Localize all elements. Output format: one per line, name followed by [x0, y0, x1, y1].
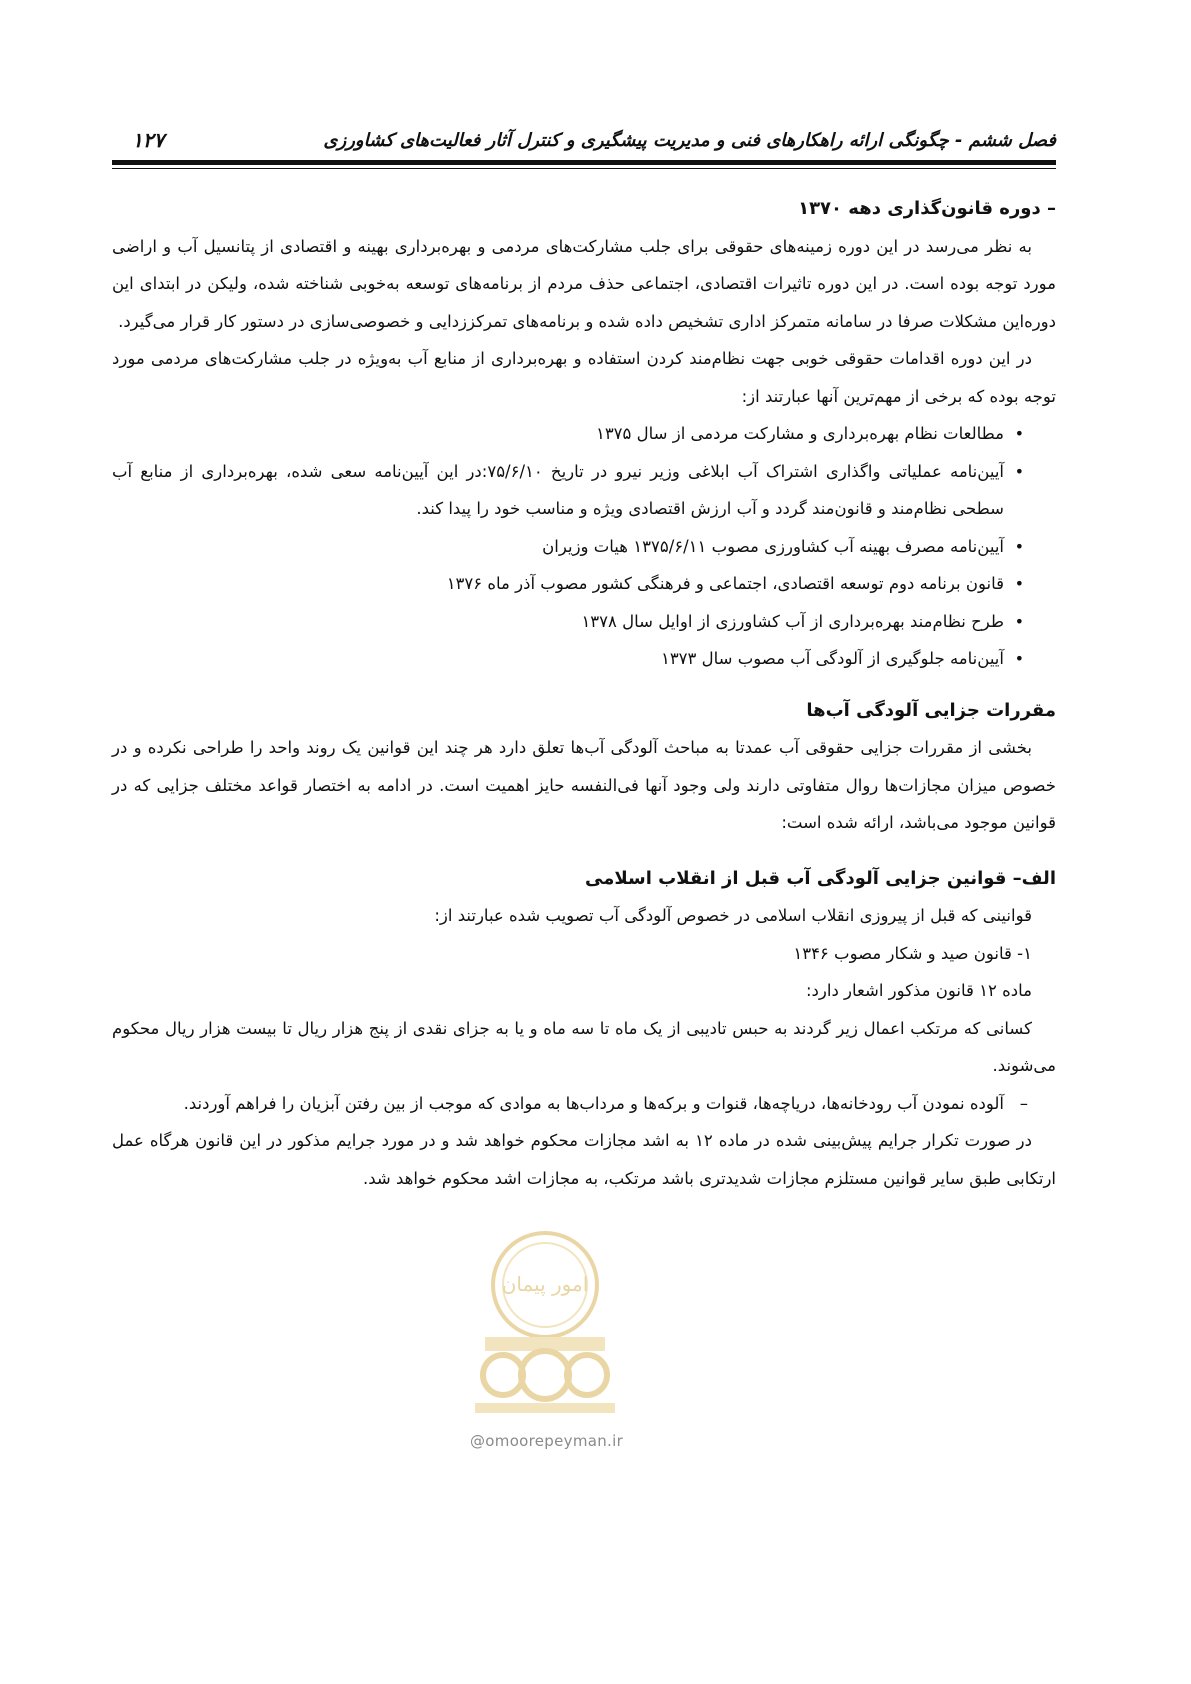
header-rule-thick	[112, 160, 1056, 165]
bullet-list	[112, 415, 1056, 678]
paragraph: در صورت تکرار جرایم پیش‌بینی شده در ماده ۱۲ به اشد مجازات محکوم خواهد شد و در مورد جرایم مذکور در این قانون هرگاه عمل ارتکابی طبق سایر قوانین مستلزم مجازات شدیدتری باشد مرتکب، به مجازات اشد محکوم خواهد شد.	[112, 1131, 1056, 1188]
dash-item-text: آلوده نمودن آب رودخانه‌ها، دریاچه‌ها، قنوات و برکه‌ها و مرداب‌ها به موادی که موجب از بین رفتن آبزیان را فراهم آوردند.	[183, 1093, 1004, 1113]
paragraph: به نظر می‌رسد در این دوره زمینه‌های حقوقی برای جلب مشارکت‌های مردمی و بهره‌برداری بهینه و اقتصادی از پتانسیل آب و اراضی مورد توجه بوده است. در این دوره تاثیرات اقتصادی، اجتماعی حذف مردم از برنامه‌های توسعه به‌خوبی شناخته شده، ولیکن در ابتدای این دوره‌این مشکلات صرفا در سامانه متمرکز اداری تشخیص داده شده و برنامه‌های تمرکززدایی و خصوصی‌سازی در دستور کار قرار می‌گیرد.	[112, 236, 1056, 331]
list-item: • آیین‌نامه جلوگیری از آلودگی آب مصوب سال ۱۳۷۳	[112, 640, 1056, 678]
list-item: • آیین‌نامه عملیاتی واگذاری اشتراک آب ابلاغی وزیر نیرو در تاریخ ۷۵/۶/۱۰:در این آیین‌نامه سعی شده، بهره‌برداری از منابع آب سطحی نظام‌مند و قانون‌مند گردد و آب ارزش اقتصادی ویژه و مناسب خود را پیدا کند.	[112, 453, 1056, 528]
page-number: ۱۲۷	[132, 128, 165, 152]
dash-list-item	[112, 1085, 1056, 1123]
chapter-title: فصل ششم - چگونگی ارائه راهکارهای فنی و مدیریت پیشگیری و کنترل آثار فعالیت‌های کشاورزی	[323, 130, 1056, 151]
watermark-url: @omoorepeyman.ir	[470, 1432, 624, 1450]
watermark-logo-icon	[465, 1225, 625, 1425]
article-intro: ماده ۱۲ قانون مذکور اشعار دارد:	[806, 981, 1032, 1000]
list-item: • مطالعات نظام بهره‌برداری و مشارکت مردمی از سال ۱۳۷۵	[112, 415, 1056, 453]
list-item: • قانون برنامه دوم توسعه اقتصادی، اجتماعی و فرهنگی کشور مصوب آذر ماه ۱۳۷۶	[112, 565, 1056, 603]
law-item: ۱- قانون صید و شکار مصوب ۱۳۴۶	[793, 943, 1032, 963]
watermark-logo-text: امور پیمان	[501, 1272, 589, 1296]
dash-marker: –	[1019, 1093, 1028, 1113]
header-rule-thin	[112, 168, 1056, 169]
section-heading-pre-revolution-laws: الف– قوانین جزایی آلودگی آب قبل از انقلاب اسلامی	[584, 867, 1056, 889]
paragraph: قوانینی که قبل از پیروزی انقلاب اسلامی در خصوص آلودگی آب تصویب شده عبارتند از:	[434, 906, 1032, 925]
page-body	[112, 190, 1056, 1197]
page-header	[112, 128, 1056, 158]
section-heading-penal-rules: مقررات جزایی آلودگی آب‌ها	[806, 699, 1056, 721]
paragraph: در این دوره اقدامات حقوقی خوبی جهت نظام‌مند کردن استفاده و بهره‌برداری از منابع آب به‌ویژه در جلب مشارکت‌های مردمی مورد توجه بوده که برخی از مهم‌ترین آنها عبارتند از:	[112, 349, 1056, 406]
list-item: • طرح نظام‌مند بهره‌برداری از آب کشاورزی از اوایل سال ۱۳۷۸	[112, 603, 1056, 641]
list-item: • آیین‌نامه مصرف بهینه آب کشاورزی مصوب ۱۳۷۵/۶/۱۱ هیات وزیران	[112, 528, 1056, 566]
paragraph: بخشی از مقررات جزایی حقوقی آب عمدتا به مباحث آلودگی آب‌ها تعلق دارد هر چند این قوانین یک روند واحد را طراحی نکرده و در خصوص میزان مجازات‌ها روال متفاوتی دارند ولی وجود آنها فی‌النفسه حایز اهمیت است. در ادامه به اختصار قواعد مختلف جزایی که در قوانین موجود می‌باشد، ارائه شده است:	[112, 738, 1056, 832]
paragraph: کسانی که مرتکب اعمال زیر گردند به حبس تادیبی از یک ماه تا سه ماه و یا به جزای نقدی از پنج هزار ریال تا بیست هزار ریال محکوم می‌شوند.	[112, 1018, 1056, 1075]
section-heading-1370s: – دوره قانون‌گذاری دهه ۱۳۷۰	[798, 198, 1056, 219]
